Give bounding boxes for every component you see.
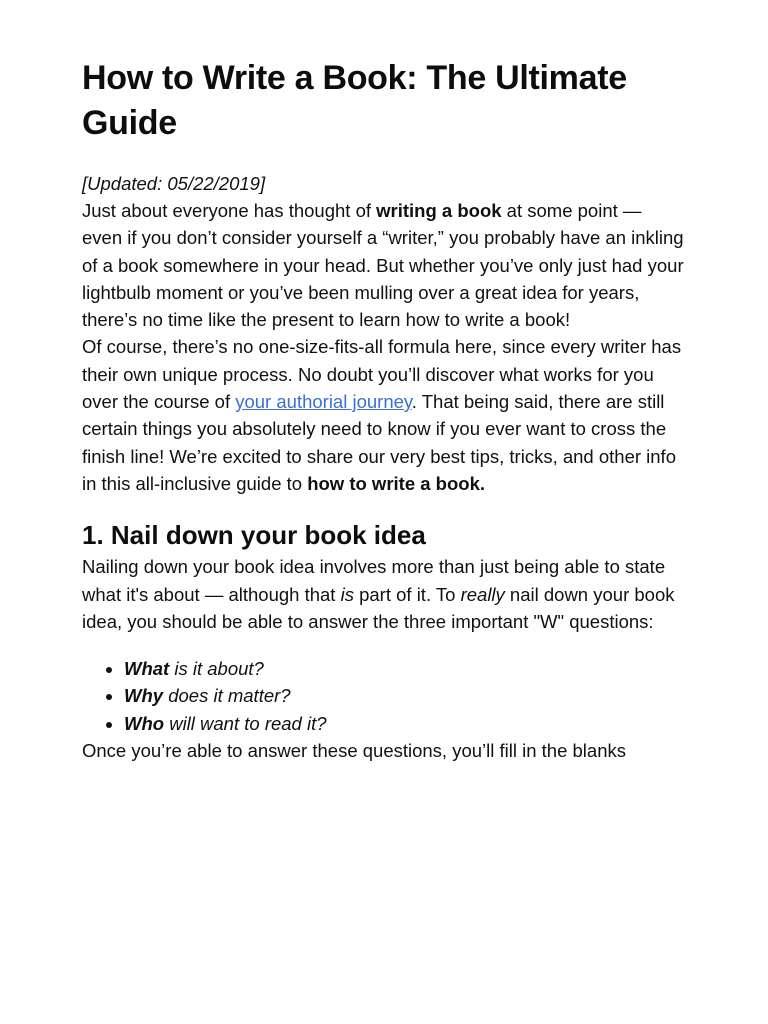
article-title: How to Write a Book: The Ultimate Guide bbox=[82, 59, 627, 142]
question-keyword: Why bbox=[124, 685, 164, 707]
list-item-what bbox=[124, 655, 686, 682]
w-questions-list bbox=[82, 655, 686, 737]
list-item-who bbox=[124, 710, 686, 737]
section1-em-really: really bbox=[460, 583, 505, 605]
intro-text-start: Just about everyone has thought of bbox=[82, 200, 377, 221]
second-bold-end: how to write a book. bbox=[307, 472, 486, 494]
question-text: does it matter? bbox=[163, 685, 291, 707]
question-keyword: What bbox=[124, 658, 170, 680]
question-keyword: Who bbox=[124, 712, 165, 734]
question-text: is it about? bbox=[169, 658, 264, 680]
section1-paragraph bbox=[82, 553, 686, 635]
intro-text-end: at some point — even if you don’t consider yourself a “writer,” you probably have an inkling of a book somewhere in your head. But whether you’ve only just had your lightbulb moment or you’ve been mulling over a great idea for years, there’s no time like the present to learn how to write a book! bbox=[82, 200, 684, 331]
intro-bold-phrase: writing a book bbox=[376, 200, 502, 221]
list-item-why bbox=[124, 682, 686, 709]
intro-paragraph bbox=[82, 197, 686, 333]
section1-text-1: Nailing down your book idea involves more than just being able to state what it's about — although that bbox=[82, 556, 666, 605]
closing-paragraph: Once you’re able to answer these questions, you’ll fill in the blanks bbox=[82, 740, 626, 762]
section-heading-nail-idea: 1. Nail down your book idea bbox=[82, 520, 426, 551]
question-text: will want to read it? bbox=[164, 712, 327, 734]
section1-em-is: is bbox=[340, 583, 354, 605]
updated-date: [Updated: 05/22/2019] bbox=[82, 173, 266, 194]
second-text-start: Of course, there’s no one-size-fits-all formula here, since every writer has their own unique process. No doubt you’ll discover what works for you over the course of bbox=[82, 336, 682, 413]
section1-text-2: part of it. To bbox=[353, 583, 461, 605]
second-text-middle: . That being said, there are still certain things you absolutely need to know if you ever want to cross the finish line! We’re excited to share our very best tips, tricks, and other info in this all-inclusive guide to bbox=[82, 391, 676, 494]
section1-text-3: nail down your book idea, you should be able to answer the three important "W" questions: bbox=[82, 583, 675, 632]
second-paragraph bbox=[82, 333, 686, 497]
authorial-journey-link[interactable]: your authorial journey bbox=[235, 391, 412, 413]
